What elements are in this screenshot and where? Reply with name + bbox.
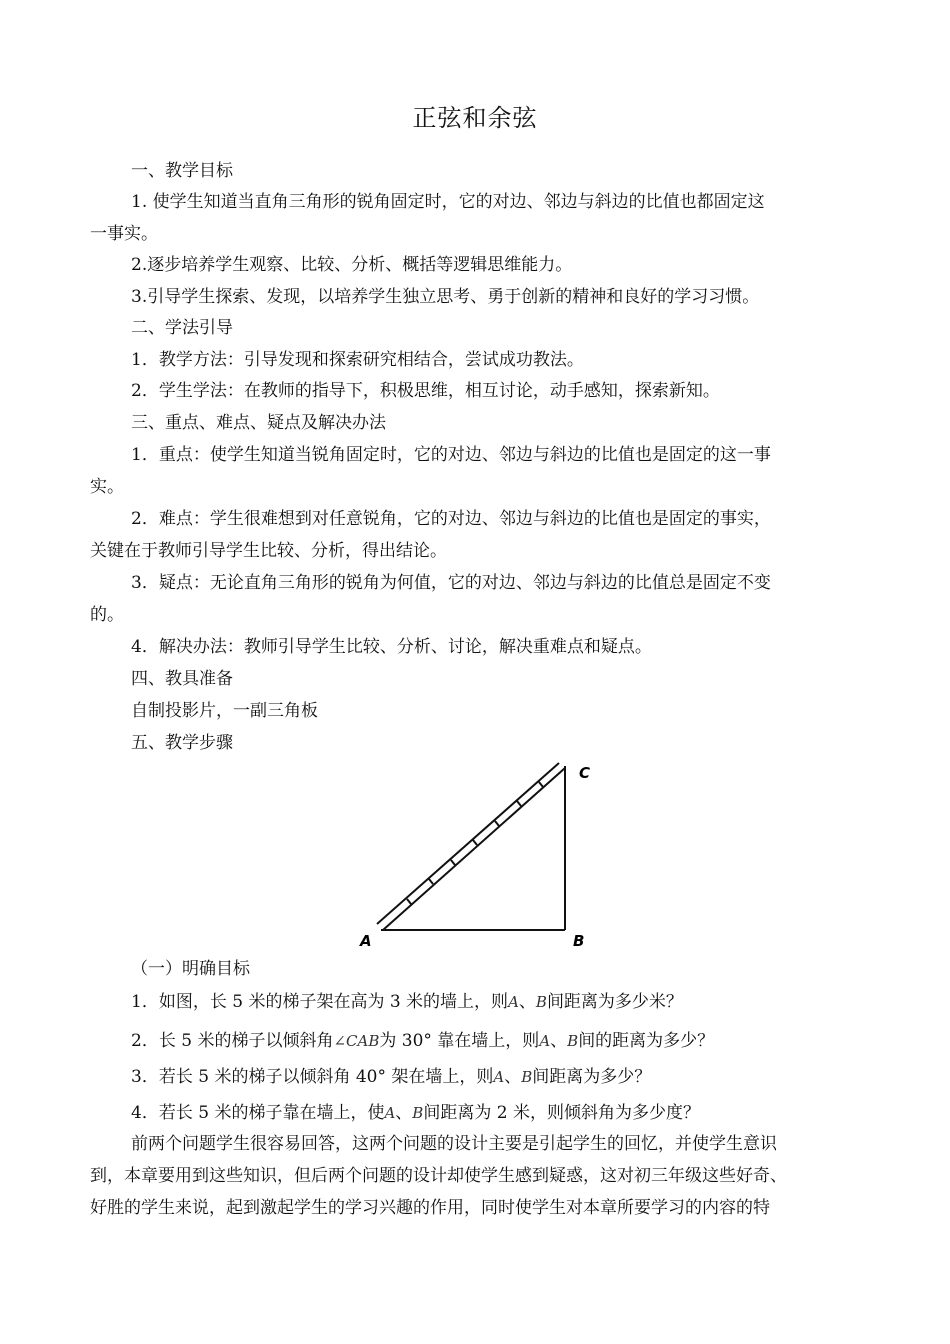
goal-1: 1. 使学生知道当直角三角形的锐角固定时，它的对边、邻边与斜边的比值也都固定这 xyxy=(131,192,765,212)
teaching-aids-text: 自制投影片，一副三角板 xyxy=(131,701,318,721)
heading-teaching-goals: 一、教学目标 xyxy=(131,161,233,181)
section-clear-goals: （一）明确目标 xyxy=(131,959,250,979)
guide-1: 1．教学方法：引导发现和探索研究相结合，尝试成功教法。 xyxy=(131,350,584,370)
figure-label-b: B xyxy=(573,932,585,950)
key-point-4: 4．解决办法：教师引导学生比较、分析、讨论，解决重难点和疑点。 xyxy=(131,637,652,657)
key-point-2: 2．难点：学生很难想到对任意锐角，它的对边、邻边与斜边的比值也是固定的事实， xyxy=(131,509,771,529)
figure-label-c: C xyxy=(579,764,591,782)
paragraph-line-3: 好胜的学生来说，起到激起学生的学习兴趣的作用，同时使学生对本章所要学习的内容的特 xyxy=(90,1198,770,1218)
heading-key-points: 三、重点、难点、疑点及解决办法 xyxy=(131,413,386,433)
goal-1-cont: 一事实。 xyxy=(90,224,158,244)
ladder-figure xyxy=(355,758,605,950)
ladder-rungs xyxy=(407,782,543,904)
goal-2: 2.逐步培养学生观察、比较、分析、概括等逻辑思维能力。 xyxy=(131,255,573,275)
guide-2: 2．学生学法：在教师的指导下，积极思维，相互讨论，动手感知，探索新知。 xyxy=(131,381,720,401)
heading-study-guide: 二、学法引导 xyxy=(131,318,233,338)
question-3: 3．若长 5 米的梯子以倾斜角 40° 架在墙上，则A、B间距离为多少？ xyxy=(131,1067,652,1087)
heading-teaching-steps: 五、教学步骤 xyxy=(131,733,233,753)
paragraph-line-2: 到，本章要用到这些知识，但后两个问题的设计却使学生感到疑惑，这对初三年级这些好奇、 xyxy=(90,1166,787,1186)
ladder-rail-lower xyxy=(383,768,565,930)
question-2: 2．长 5 米的梯子以倾斜角∠CAB为 30° 靠在墙上，则A、B间的距离为多少？ xyxy=(131,1031,715,1051)
ladder-rail-upper xyxy=(377,763,559,924)
key-point-2-cont: 关键在于教师引导学生比较、分析，得出结论。 xyxy=(90,541,447,561)
question-4: 4．若长 5 米的梯子靠在墙上，使A、B间距离为 2 米，则倾斜角为多少度？ xyxy=(131,1103,700,1123)
key-point-3-cont: 的。 xyxy=(90,605,124,625)
heading-teaching-aids: 四、教具准备 xyxy=(131,669,233,689)
paragraph-line-1: 前两个问题学生很容易回答，这两个问题的设计主要是引起学生的回忆，并使学生意识 xyxy=(131,1134,777,1154)
document-title: 正弦和余弦 xyxy=(412,104,538,132)
question-1: 1．如图，长 5 米的梯子架在高为 3 米的墙上，则A、B间距离为多少米？ xyxy=(131,992,683,1012)
key-point-1: 1．重点：使学生知道当锐角固定时，它的对边、邻边与斜边的比值也是固定的这一事 xyxy=(131,445,771,465)
key-point-1-cont: 实。 xyxy=(90,477,124,497)
goal-3: 3.引导学生探索、发现，以培养学生独立思考、勇于创新的精神和良好的学习习惯。 xyxy=(131,287,760,307)
key-point-3: 3．疑点：无论直角三角形的锐角为何值，它的对边、邻边与斜边的比值总是固定不变 xyxy=(131,573,771,593)
figure-label-a: A xyxy=(360,932,372,950)
